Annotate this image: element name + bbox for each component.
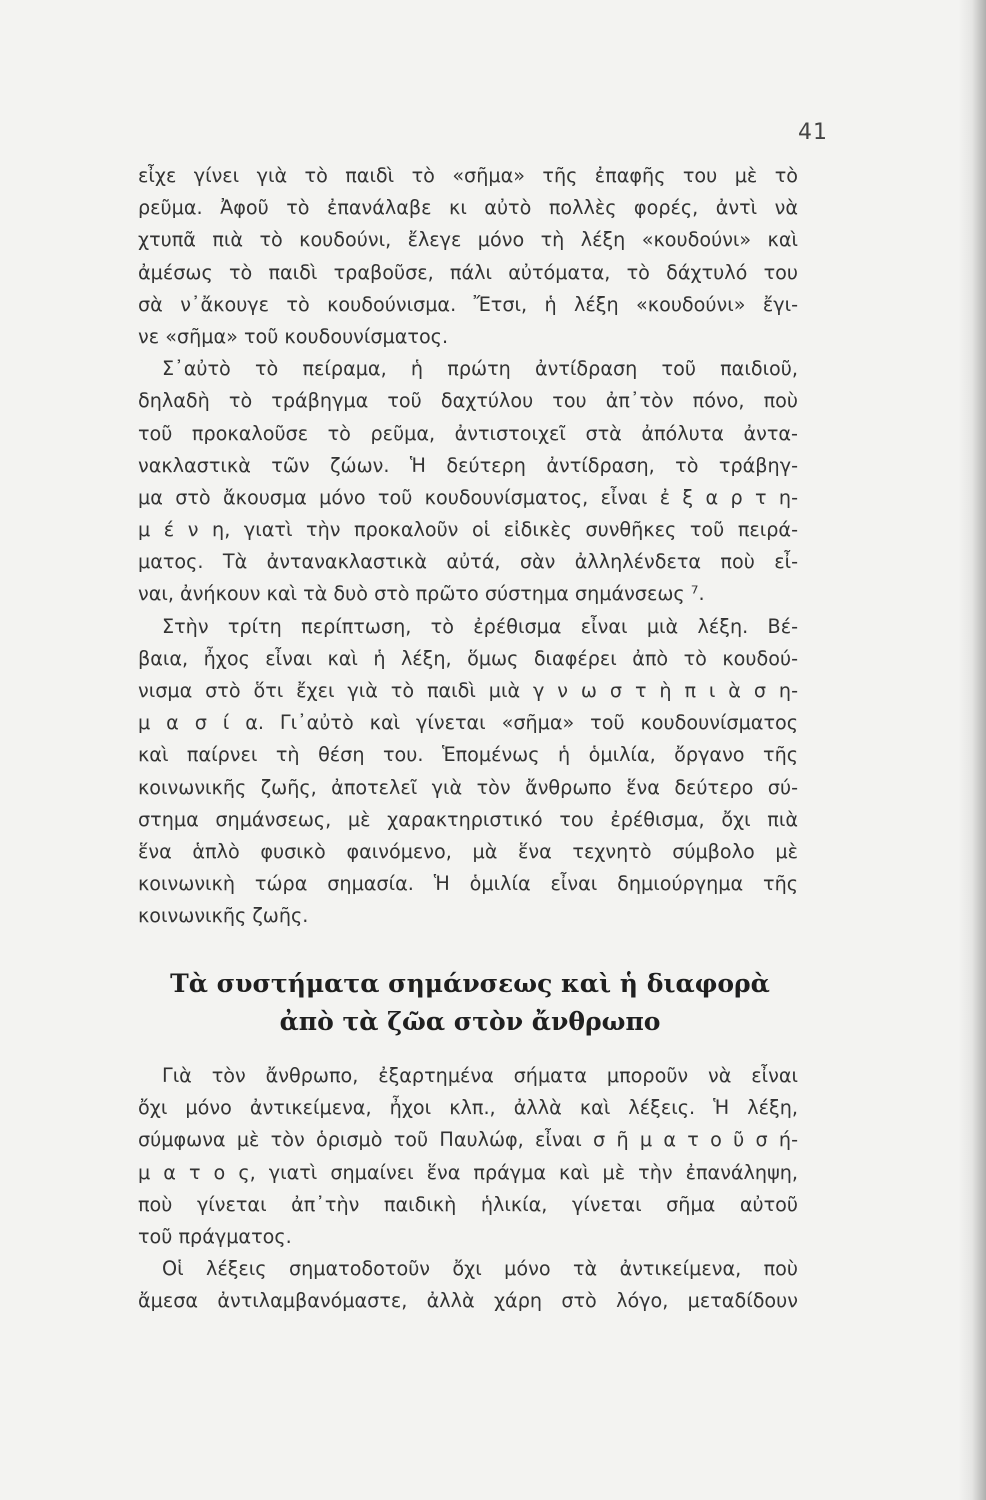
text-line: νε «σῆμα» τοῦ κουδουνίσματος. [138,324,449,348]
text-line: ρεῦμα. Ἀφοῦ τὸ ἐπανάλαβε κι αὐτὸ πολλὲς φορές, ἀντὶ νὰ [138,196,798,220]
text-line: νακλαστικὰ τῶν ζώων. Ἡ δεύτερη ἀντίδραση, τὸ τράβηγ- [138,453,798,477]
text-line: ὄχι μόνο ἀντικείμενα, ἦχοι κλπ., ἀλλὰ καὶ λέξεις. Ἡ λέξη, [138,1096,798,1120]
text-line: χτυπᾶ πιὰ τὸ κουδούνι, ἔλεγε μόνο τὴ λέξη «κουδούνι» καὶ [138,228,798,252]
body-text-bottom [138,1060,798,1318]
text-line: σὰ ν᾽ἄκουγε τὸ κουδούνισμα. Ἔτσι, ἡ λέξη «κουδούνι» ἔγι- [138,292,798,316]
text-line: μ έ ν η, γιατὶ τὴν προκαλοῦν οἱ εἰδικὲς συνθῆκες τοῦ πειρά- [138,518,798,542]
text-line: ἄμεσα ἀντιλαμβανόμαστε, ἀλλὰ χάρη στὸ λόγο, μεταδίδουν [138,1289,798,1313]
text-line: δηλαδὴ τὸ τράβηγμα τοῦ δαχτύλου του ἀπ᾽τὸν πόνο, ποὺ [138,389,798,413]
text-line: σύμφωνα μὲ τὸν ὁρισμὸ τοῦ Παυλώφ, εἶναι σ ῆ μ α τ ο ῦ σ ή- [138,1128,798,1152]
paragraph-1 [138,160,798,353]
text-line: νισμα στὸ ὅτι ἔχει γιὰ τὸ παιδὶ μιὰ γ ν ω σ τ ὴ π ι ὰ σ η- [138,679,798,702]
text-line: μα στὸ ἄκουσμα μόνο τοῦ κουδουνίσματος, εἶναι ἐ ξ α ρ τ η- [138,485,798,509]
text-line: τοῦ προκαλοῦσε τὸ ρεῦμα, ἀντιστοιχεῖ στὰ ἀπόλυτα ἀντα- [138,421,798,445]
section-heading-line: Τὰ συστήματα σημάνσεως καὶ ἡ διαφορὰ [170,969,770,998]
section-heading [150,965,790,1041]
text-line: καὶ παίρνει τὴ θέση του. Ἑπομένως ἡ ὁμιλία, ὄργανο τῆς [138,743,798,767]
paragraph-4 [138,1060,798,1253]
text-line: κοινωνικὴ τώρα σημασία. Ἡ ὁμιλία εἶναι δημιούργημα τῆς [138,872,798,896]
text-line: βαια, ἦχος εἶναι καὶ ἡ λέξη, ὅμως διαφέρει ἀπὸ τὸ κουδού- [138,646,798,670]
text-line: μ α τ ο ς, γιατὶ σημαίνει ἕνα πράγμα καὶ μὲ τὴν ἐπανάληψη, [138,1160,798,1184]
paragraph-5 [138,1253,798,1317]
text-line: Οἱ λέξεις σηματοδοτοῦν ὄχι μόνο τὰ ἀντικείμενα, ποὺ [162,1257,798,1281]
text-line: ναι, ἀνήκουν καὶ τὰ δυὸ στὸ πρῶτο σύστημα σημάνσεως ⁷. [138,582,705,606]
text-line: κοινωνικῆς ζωῆς. [138,904,309,928]
paragraph-2 [138,353,798,611]
text-line: ἕνα ἁπλὸ φυσικὸ φαινόμενο, μὰ ἕνα τεχνητὸ σύμβολο μὲ [138,839,798,863]
text-line: Σ᾽αὐτὸ τὸ πείραμα, ἡ πρώτη ἀντίδραση τοῦ παιδιοῦ, [162,357,798,381]
text-line: στημα σημάνσεως, μὲ χαρακτηριστικό του ἐρέθισμα, ὄχι πιὰ [138,807,798,831]
text-line: Γιὰ τὸν ἄνθρωπο, ἐξαρτημένα σήματα μποροῦν νὰ εἶναι [162,1064,798,1087]
text-line: τοῦ πράγματος. [138,1224,292,1248]
page-number: 41 [798,120,828,145]
body-text-top [138,160,798,933]
page-edge-shadow [958,0,986,1500]
section-heading-line: ἀπὸ τὰ ζῶα στὸν ἄνθρωπο [279,1007,661,1036]
text-line: ἀμέσως τὸ παιδὶ τραβοῦσε, πάλι αὐτόματα, τὸ δάχτυλό του [138,260,798,284]
paragraph-3 [138,611,798,933]
text-line: ποὺ γίνεται ἀπ᾽τὴν παιδικὴ ἡλικία, γίνεται σῆμα αὐτοῦ [138,1192,798,1216]
text-line: κοινωνικῆς ζωῆς, ἀποτελεῖ γιὰ τὸν ἄνθρωπο ἕνα δεύτερο σύ- [138,775,798,799]
text-line: Στὴν τρίτη περίπτωση, τὸ ἐρέθισμα εἶναι μιὰ λέξη. Βέ- [162,614,798,638]
text-line: ματος. Τὰ ἀντανακλαστικὰ αὐτά, σὰν ἀλληλένδετα ποὺ εἶ- [138,550,798,574]
text-line: μ α σ ί α. Γι᾽αὐτὸ καὶ γίνεται «σῆμα» τοῦ κουδουνίσματος [138,711,798,735]
text-line: εἶχε γίνει γιὰ τὸ παιδὶ τὸ «σῆμα» τῆς ἐπαφῆς του μὲ τὸ [138,164,798,187]
